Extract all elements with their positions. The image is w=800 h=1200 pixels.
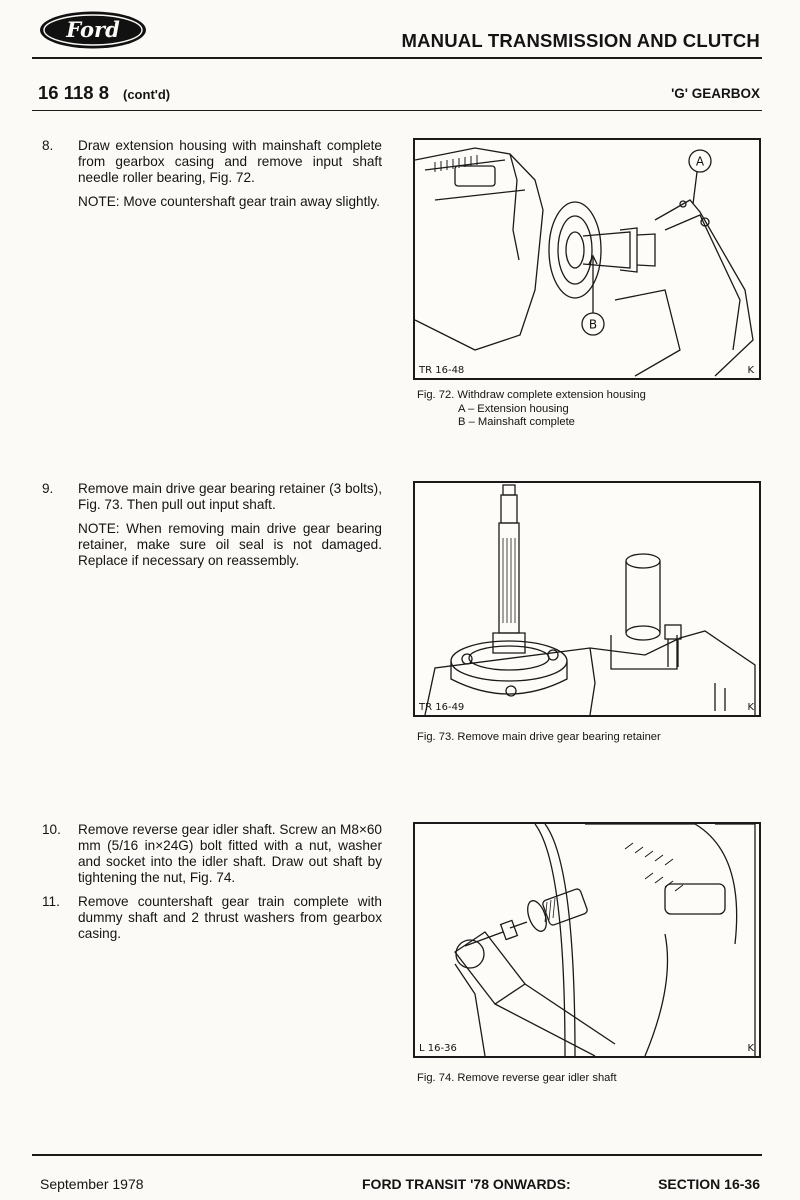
section-number — [38, 82, 170, 104]
caption-title: Fig. 72. Withdraw complete extension housing — [417, 389, 646, 401]
footer-rule — [32, 1154, 762, 1156]
figure-74-caption — [417, 1072, 762, 1086]
figure-72-caption — [417, 389, 762, 430]
section-contd: (cont'd) — [123, 87, 171, 102]
caption-item-b: B – Mainshaft complete — [458, 416, 575, 428]
subheader-rule — [32, 110, 762, 111]
step-10-11 — [42, 822, 382, 942]
step-note: NOTE: Move countershaft gear train away slightly. — [78, 194, 380, 209]
footer-section: SECTION 16-36 — [658, 1176, 760, 1192]
ford-logo — [38, 10, 148, 50]
step-text: Remove countershaft gear train complete with dummy shaft and 2 thrust washers from gearbox casing. — [78, 894, 382, 941]
section-number-value: 16 118 8 — [38, 82, 109, 103]
figure-73 — [413, 481, 761, 717]
step-9 — [42, 481, 382, 569]
idler-shaft-illustration — [415, 824, 759, 1056]
header-rule — [32, 57, 762, 59]
step-8 — [42, 138, 382, 210]
figure-corner-mark: K — [747, 702, 754, 713]
logo-text: Ford — [66, 17, 120, 42]
bearing-retainer-illustration — [415, 483, 759, 715]
step-text: Remove main drive gear bearing retainer (3 bolts), Fig. 73. Then pull out input shaft. — [78, 481, 382, 512]
figure-72 — [413, 138, 761, 380]
page-title: MANUAL TRANSMISSION AND CLUTCH — [401, 30, 760, 51]
caption-title: Fig. 74. Remove reverse gear idler shaft — [417, 1072, 617, 1084]
step-11 — [42, 894, 382, 942]
callout-b: B — [588, 317, 598, 332]
step-number: 11. — [42, 894, 60, 909]
figure-corner-mark: K — [747, 365, 754, 376]
footer-publication: FORD TRANSIT '78 ONWARDS: — [362, 1176, 571, 1192]
step-number: 9. — [42, 481, 54, 496]
figure-tag: TR 16-48 — [419, 365, 465, 376]
gearbox-label: 'G' GEARBOX — [671, 86, 760, 101]
figure-tag: L 16-36 — [419, 1043, 457, 1054]
extension-housing-illustration — [415, 140, 759, 378]
footer-date: September 1978 — [40, 1176, 144, 1192]
step-number: 8. — [42, 138, 54, 153]
figure-73-caption — [417, 731, 762, 745]
step-10 — [42, 822, 382, 886]
caption-title: Fig. 73. Remove main drive gear bearing retainer — [417, 731, 661, 743]
callout-a: A — [695, 154, 705, 169]
figure-tag: TR 16-49 — [419, 702, 465, 713]
figure-74 — [413, 822, 761, 1058]
step-number: 10. — [42, 822, 61, 837]
step-text: Remove reverse gear idler shaft. Screw an M8×60 mm (5/16 in×24G) bolt fitted with a nut, washer and socket into the idler shaft. Draw out shaft by tightening the nut, Fig. 74. — [78, 822, 382, 885]
caption-item-a: A – Extension housing — [458, 402, 569, 415]
figure-corner-mark: K — [747, 1043, 754, 1054]
step-note: NOTE: When removing main drive gear bearing retainer, make sure oil seal is not damaged. Replace if necessary on reassembly. — [78, 521, 382, 568]
step-text: Draw extension housing with mainshaft complete from gearbox casing and remove input shaft needle roller bearing, Fig. 72. — [78, 138, 382, 185]
